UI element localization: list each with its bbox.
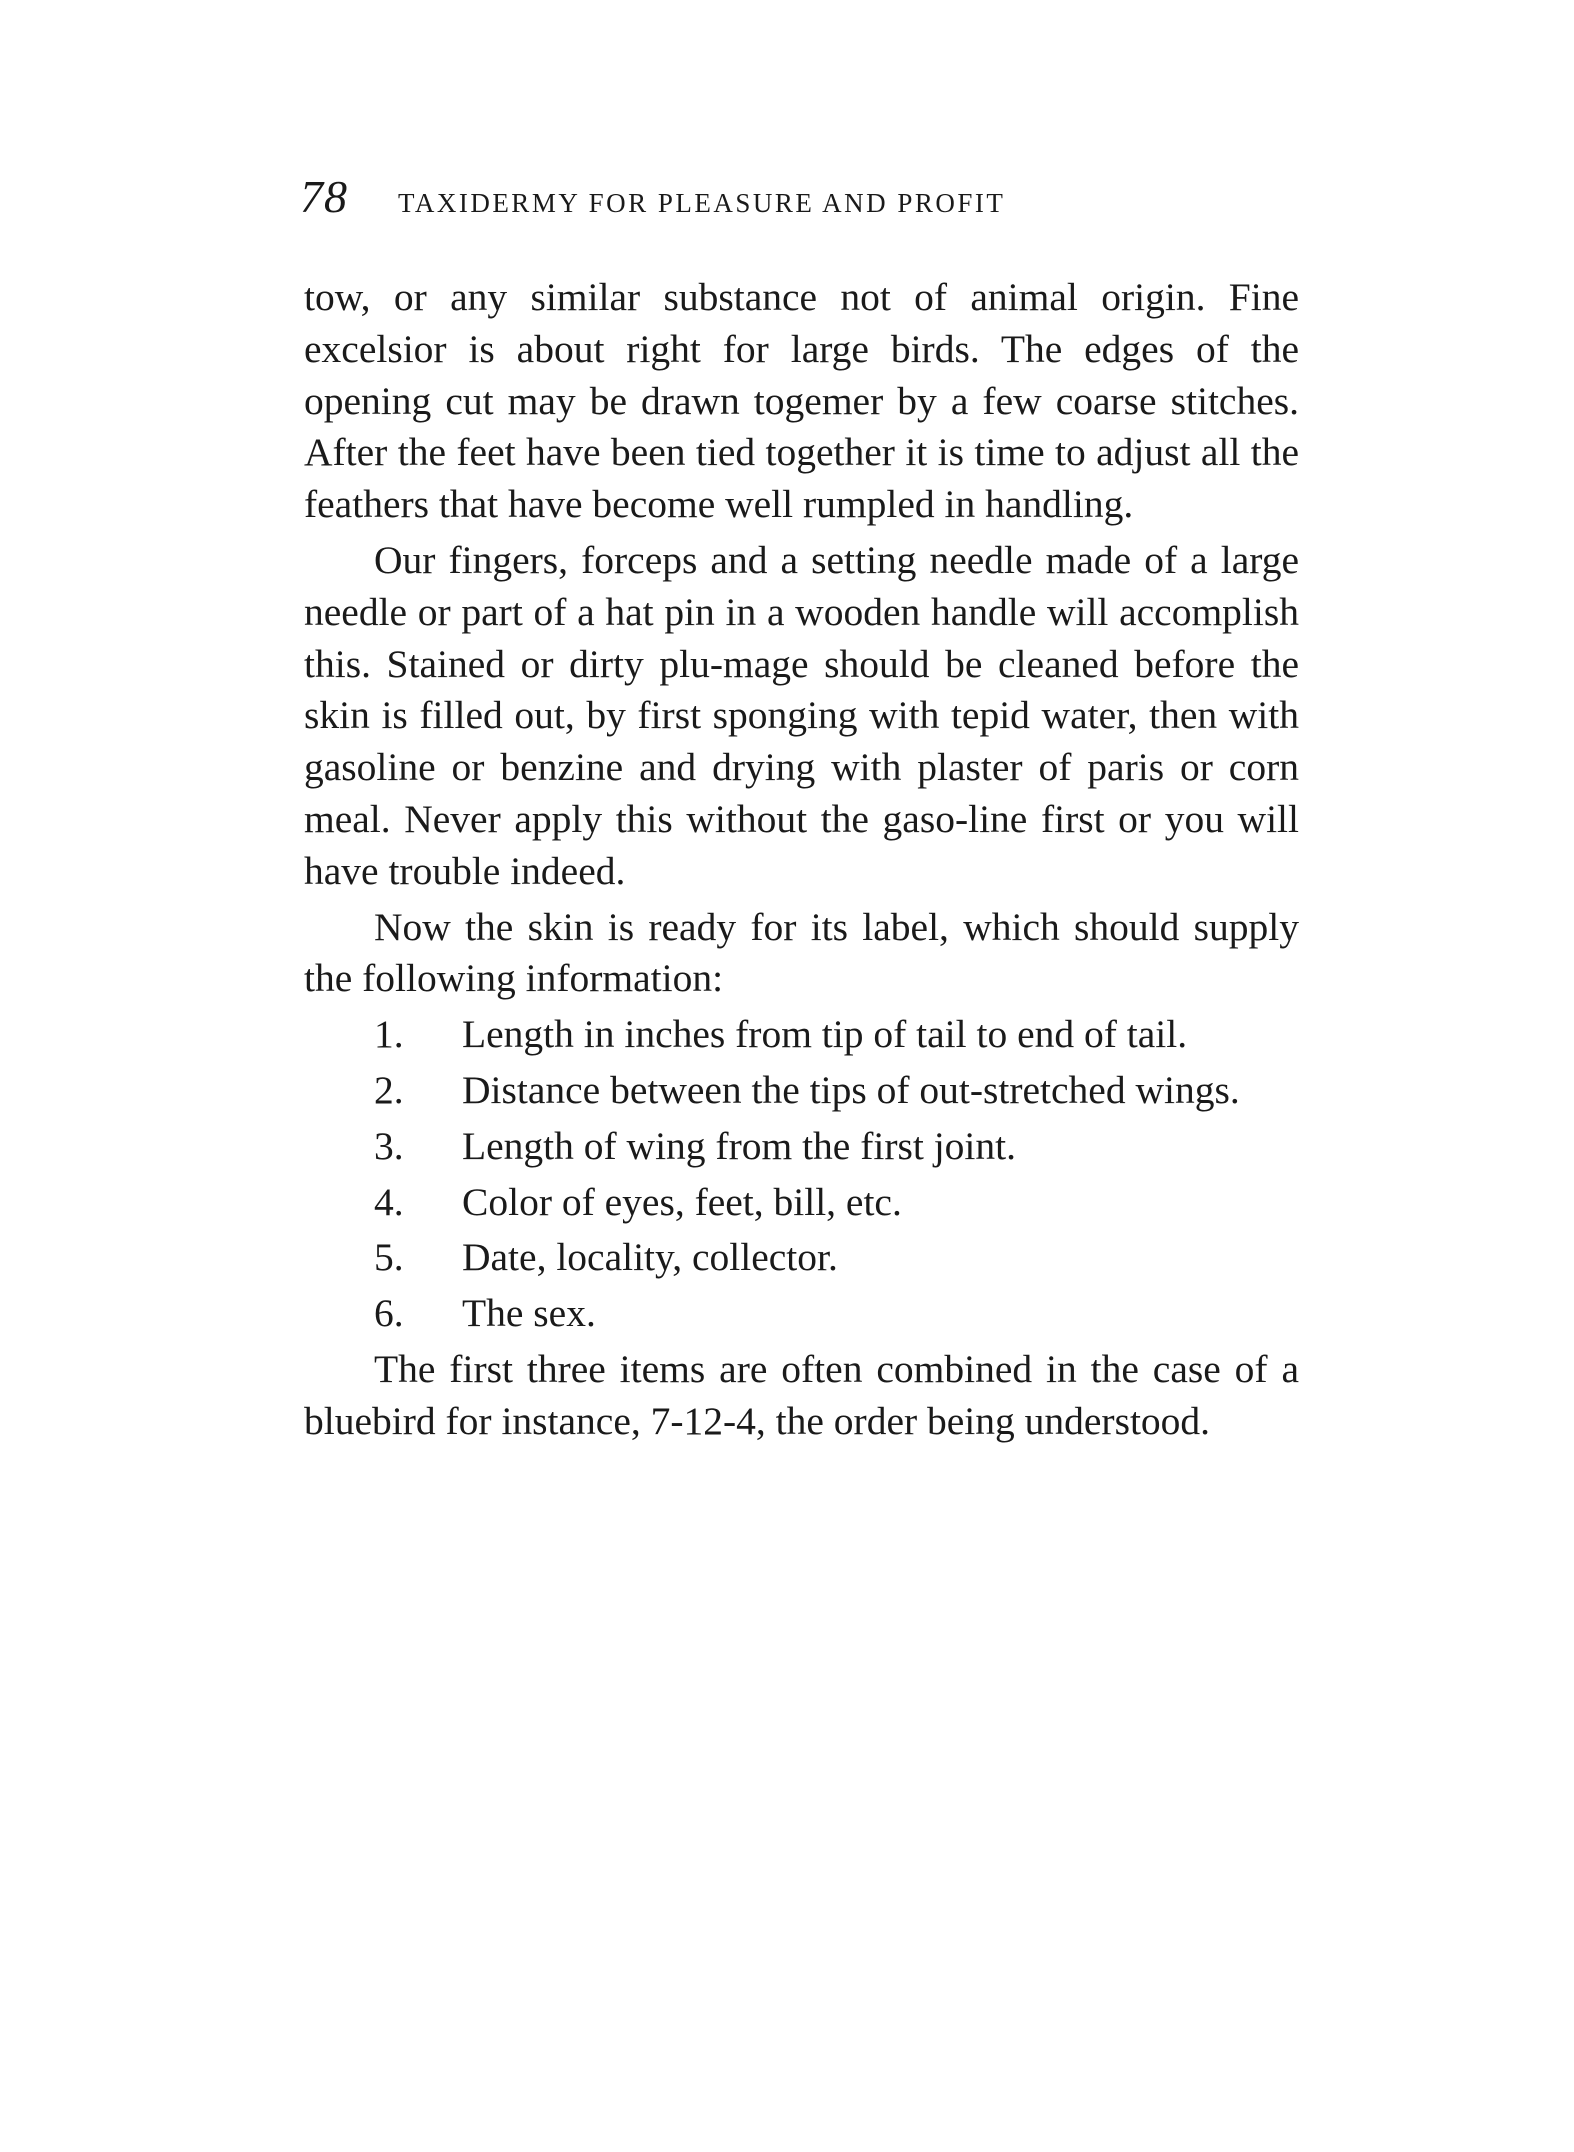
list-item (304, 1288, 1299, 1340)
running-head: TAXIDERMY FOR PLEASURE AND PROFIT (398, 188, 1006, 218)
list-item-text: Length of wing from the first joint. (462, 1123, 1017, 1168)
paragraph-label-intro: Now the skin is ready for its label, which should supply the following information: (304, 904, 1299, 1001)
list-item (304, 1177, 1299, 1229)
list-item-text: Date, locality, collector. (462, 1235, 838, 1280)
list-item-number: 2. (374, 1067, 404, 1112)
list-item-text: The sex. (462, 1291, 596, 1336)
list-item-text: Color of eyes, feet, bill, etc. (462, 1179, 902, 1224)
list-item-number: 6. (374, 1291, 404, 1336)
paragraph-cleaning: Our fingers, forceps and a setting needle made of a large needle or part of a hat pin in a wooden handle will accomplish this. Stained or dirty plu-mage should be cleaned before the skin is filled out, by first sponging with tepid water, then with gasoline or benzine and drying with plaster of paris or corn meal. Never apply this without the gaso-line first or you will have trouble indeed. (304, 537, 1299, 893)
page-header (300, 170, 1200, 230)
list-item-text: Distance between the tips of out-stretched wings. (462, 1067, 1240, 1112)
body-text (304, 272, 1299, 1452)
list-item (304, 1232, 1299, 1284)
list-item (304, 1009, 1299, 1061)
paragraph-continued: tow, or any similar substance not of animal origin. Fine excelsior is about right for large birds. The edges of the opening cut may be drawn togemer by a few coarse stitches. After the feet have been tied together it is time to adjust all the feathers that have become well rumpled in handling. (304, 275, 1299, 527)
list-item-number: 5. (374, 1235, 404, 1280)
list-item (304, 1121, 1299, 1173)
list-item-text: Length in inches from tip of tail to end of tail. (462, 1012, 1188, 1057)
page-number: 78 (300, 171, 348, 222)
list-item-number: 3. (374, 1123, 404, 1168)
list-item (304, 1065, 1299, 1117)
list-item-number: 1. (374, 1012, 404, 1057)
paragraph-closing: The first three items are often combined in the case of a bluebird for instance, 7-12-4, the order being understood. (304, 1346, 1299, 1443)
list-item-number: 4. (374, 1179, 404, 1224)
